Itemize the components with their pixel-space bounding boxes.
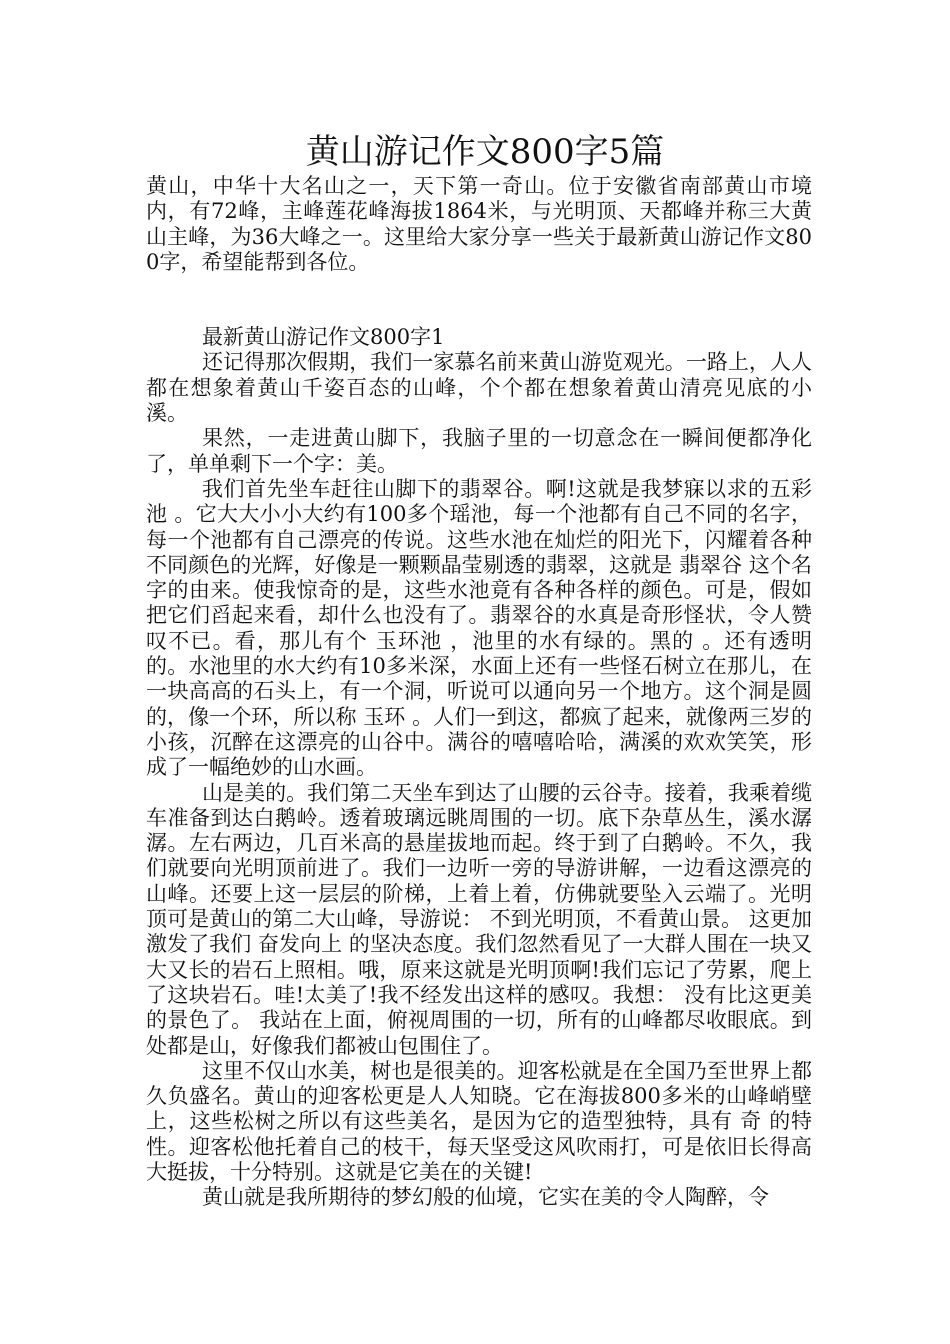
document-title: 黄山游记作文800字5篇 bbox=[305, 132, 665, 172]
body-paragraph: 还记得那次假期，我们一家慕名前来黄山游览观光。一路上，人人都在想象着黄山千姿百态的山峰，个个都在想象着黄山清亮见底的小溪。 bbox=[146, 350, 812, 426]
body-paragraph: 山是美的。我们第二天坐车到达了山腰的云谷寺。接着，我乘着缆车准备到达白鹅岭。透着玻璃远眺周围的一切。底下杂草丛生，溪水潺潺。左右两边，几百米高的悬崖拔地而起。终于到了白鹅岭。不久，我们就要向光明顶前进了。我们一边听一旁的导游讲解，一边看这漂亮的山峰。还要上这一层层的阶梯，上着上着，仿佛就要坠入云端了。光明顶可是黄山的第二大山峰，导游说： 不到光明顶，不看黄山景。 这更加激发了我们 奋发向上 的坚决态度。我们忽然看见了一大群人围在一块又大又长的岩石上照相。哦，原来这就是光明顶啊!我们忘记了劳累，爬上了这块岩石。哇!太美了!我不经发出这样的感叹。我想： 没有比这更美的景色了。 我站在上面，俯视周围的一切，所有的山峰都尽收眼底。到处都是山，好像我们都被山包围住了。 bbox=[146, 780, 812, 1058]
section-spacer bbox=[146, 275, 812, 325]
body-paragraph: 我们首先坐车赶往山脚下的翡翠谷。啊!这就是我梦寐以求的五彩池 。它大大小小大约有100多个瑶池，每一个池都有自己不同的名字，每一个池都有自己漂亮的传说。这些水池在灿烂的阳光下，闪耀着各种不同颜色的光辉，好像是一颗颗晶莹剔透的翡翠，这就是 翡翠谷 这个名字的由来。使我惊奇的是，这些水池竟有各种各样的颜色。可是，假如把它们舀起来看，却什么也没有了。翡翠谷的水真是奇形怪状，令人赞叹不已。看，那儿有个 玉环池 ，池里的水有绿的。黑的 。还有透明的。水池里的水大约有10多米深，水面上还有一些怪石树立在那儿，在一块高高的石头上，有一个洞，听说可以通向另一个地方。这个洞是圆的，像一个环，所以称 玉环 。人们一到这，都疯了起来，就像两三岁的小孩，沉醉在这漂亮的山谷中。满谷的嘻嘻哈哈，满溪的欢欢笑笑，形成了一幅绝妙的山水画。 bbox=[146, 476, 812, 780]
body-paragraph: 黄山就是我所期待的梦幻般的仙境，它实在美的令人陶醉，令 bbox=[202, 1185, 769, 1210]
body-paragraph: 果然，一走进黄山脚下，我脑子里的一切意念在一瞬间便都净化了，单单剩下一个字：美。 bbox=[146, 426, 812, 476]
intro-paragraph: 黄山，中华十大名山之一，天下第一奇山。位于安徽省南部黄山市境内，有72峰，主峰莲花峰海拔1864米，与光明顶、天都峰并称三大黄山主峰，为36大峰之一。这里给大家分享一些关于最新黄山游记作文800字，希望能帮到各位。 bbox=[146, 174, 812, 274]
document-page bbox=[146, 130, 812, 1211]
section-heading: 最新黄山游记作文800字1 bbox=[202, 325, 445, 350]
body-paragraph: 这里不仅山水美，树也是很美的。迎客松就是在全国乃至世界上都久负盛名。黄山的迎客松更是人人知晓。它在海拔800多米的山峰峭壁上，这些松树之所以有这些美名，是因为它的造型独特，具有 奇 的特性。迎客松他托着自己的枝干，每天坚受这风吹雨打，可是依旧长得高大挺拔，十分特别。这就是它美在的关键! bbox=[146, 1058, 812, 1184]
